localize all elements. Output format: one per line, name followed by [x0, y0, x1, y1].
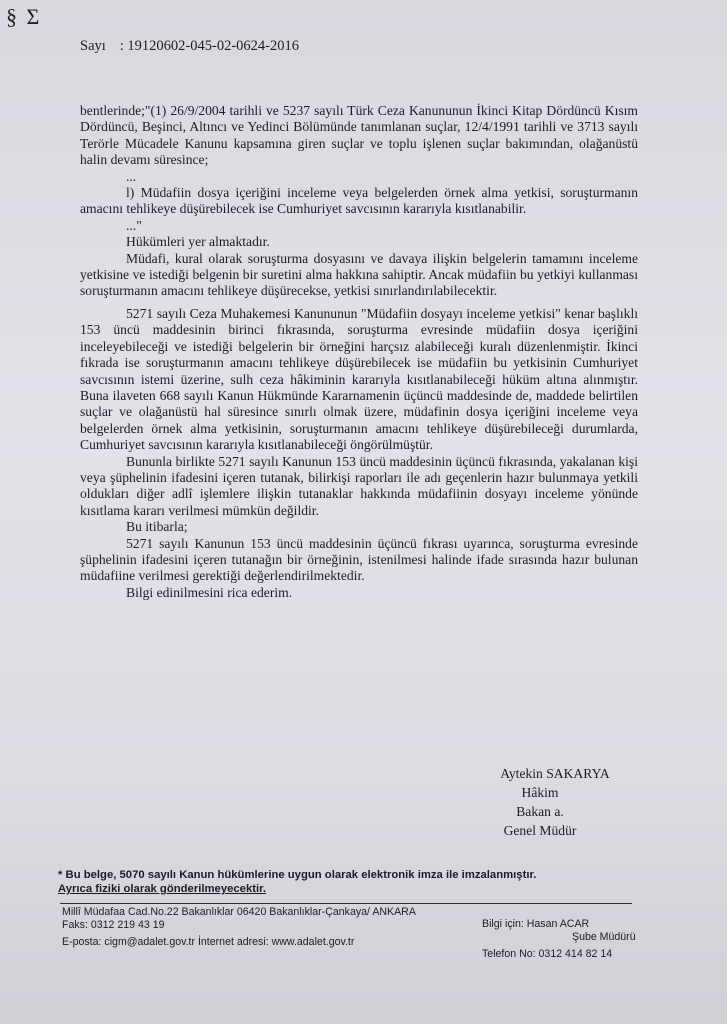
paragraph-7: Bu itibarla; — [126, 519, 188, 535]
paragraph-3: Hükümleri yer almaktadır. — [126, 234, 270, 250]
paragraph-6: Bununla birlikte 5271 sayılı Kanunun 153 üncü maddesinin üçüncü fıkrasında, yakalanan kişi veya şüphelinin ifadesini içeren tutanak, bilirkişi raporları ile adı geçenlerin hazır bulunmaya yetkili oldukları diğer adlî işlemlere ilişkin tutanaklar hakkında müdafiinin dosyayı inceleme yönünde kısıtlama kararı verilmesi mümkün değildir. — [80, 453, 638, 518]
note-line-1: * Bu belge, 5070 sayılı Kanun hükümlerine uygun olarak elektronik imza ile imzalanmıştır. — [58, 869, 537, 881]
footer-email: E-posta: cigm@adalet.gov.tr İnternet adresi: www.adalet.gov.tr — [62, 935, 355, 948]
signer-title-1: Hâkim — [521, 785, 559, 800]
signer-title-3: Genel Müdür — [503, 823, 577, 838]
paragraph-5: 5271 sayılı Ceza Muhakemesi Kanununun "Müdafiin dosyayı inceleme yetkisi" kenar başlıklı 153 üncü maddesinin birinci fıkrasında, soruşturma evresinde müdafiin dosya içeriğini inceleyebileceği ve istediği belgelerin bir örneğini harçsız alabileceği kuralı düzenlenmiştir. İkinci fıkrada ise soruşturmanın amacını tehlikeye düşürebilecek ise müdafiin bu yetkisinin Cumhuriyet savcısının istemi üzerine, sulh ceza hâkiminin kararıyla kısıtlanabileceği hüküm altına alınmıştır. Buna ilaveten 668 sayılı Kanun Hükmünde Kararnamenin üçüncü maddesinde de, maddede belirtilen suçlar ve olağanüstü hal süresince sınırlı olmak üzere, müdafinin dosya içeriğini inceleme veya belgelerden örnek alma yetkisinin, soruşturmanın amacını tehlikeye düşürebileceği durumlarda, Cumhuriyet savcısının kararıyla kısıtlanabileceği öngörülmüştür. — [80, 305, 638, 453]
ellipsis-2: ..." — [126, 217, 142, 233]
reference-number — [80, 38, 299, 55]
signer-name: Aytekin SAKARYA — [500, 766, 610, 781]
footer-contact — [62, 906, 502, 948]
signature-block — [440, 764, 640, 840]
sayi-label: Sayı — [80, 38, 106, 54]
footer-sube: Şube Müdürü — [572, 931, 636, 943]
paragraph-8: 5271 sayılı Kanunun 153 üncü maddesinin üçüncü fıkrası uyarınca, soruşturma evresinde şüphelinin ifadesini içeren tutanağın bir örneğinin, istenilmesi halinde ifade sırasında hazır bulunan müdafiine verilmesi gerektiği değerlendirilmektedir. — [80, 535, 638, 584]
ellipsis-1: ... — [126, 168, 137, 184]
footer-fax: Faks: 0312 219 43 19 — [62, 918, 165, 931]
footer-address: Millî Müdafaa Cad.No.22 Bakanlıklar 06420 Bakanlıklar-Çankaya/ ANKARA — [62, 906, 416, 918]
footer-divider — [60, 903, 632, 904]
signer-title-2: Bakan a. — [516, 804, 564, 819]
footer-phone: Telefon No: 0312 414 82 14 — [482, 948, 613, 960]
sayi-value: : 19120602-045-02-0624-2016 — [119, 38, 299, 54]
paragraph-4: Müdafi, kural olarak soruşturma dosyasını ve davaya ilişkin belgelerin tamamını inceleme yetkisine ve istediği belgenin bir suretini alma hakkına sahiptir. Ancak müdafiin bu yetkiyi kullanması soruşturmanın amacını tehlikeye düşürecekse, yetkisi sınırlandırılabilecektir. — [80, 250, 638, 299]
paragraph-9: Bilgi edinilmesini rica ederim. — [126, 584, 293, 600]
paragraph-2: l) Müdafiin dosya içeriğini inceleme veya belgelerden örnek alma yetkisi, soruşturmanın amacını tehlikeye düşürebilecek ise Cumhuriyet savcısının kararıyla kısıtlanabilir. — [80, 185, 638, 217]
paragraph-1: bentlerinde;"(1) 26/9/2004 tarihli ve 5237 sayılı Türk Ceza Kanununun İkinci Kitap Dördüncü Kısım Dördüncü, Beşinci, Altıncı ve Yedinci Bölümünde tanımlanan suçlar, 12/4/1991 tarihli ve 3713 sayılı Terörle Mücadele Kanunu kapsamına giren suçlar ve toplu işlenen suçlar bakımından, olağanüstü halin devamı süresince; — [80, 103, 638, 168]
handwritten-marks: § Ʃ — [6, 4, 42, 29]
note-line-2: Ayrıca fiziki olarak gönderilmeyecektir. — [58, 883, 267, 895]
letter-body — [80, 103, 638, 601]
e-signature-note — [58, 868, 638, 896]
footer-bilgi: Bilgi için: Hasan ACAR — [482, 918, 590, 930]
